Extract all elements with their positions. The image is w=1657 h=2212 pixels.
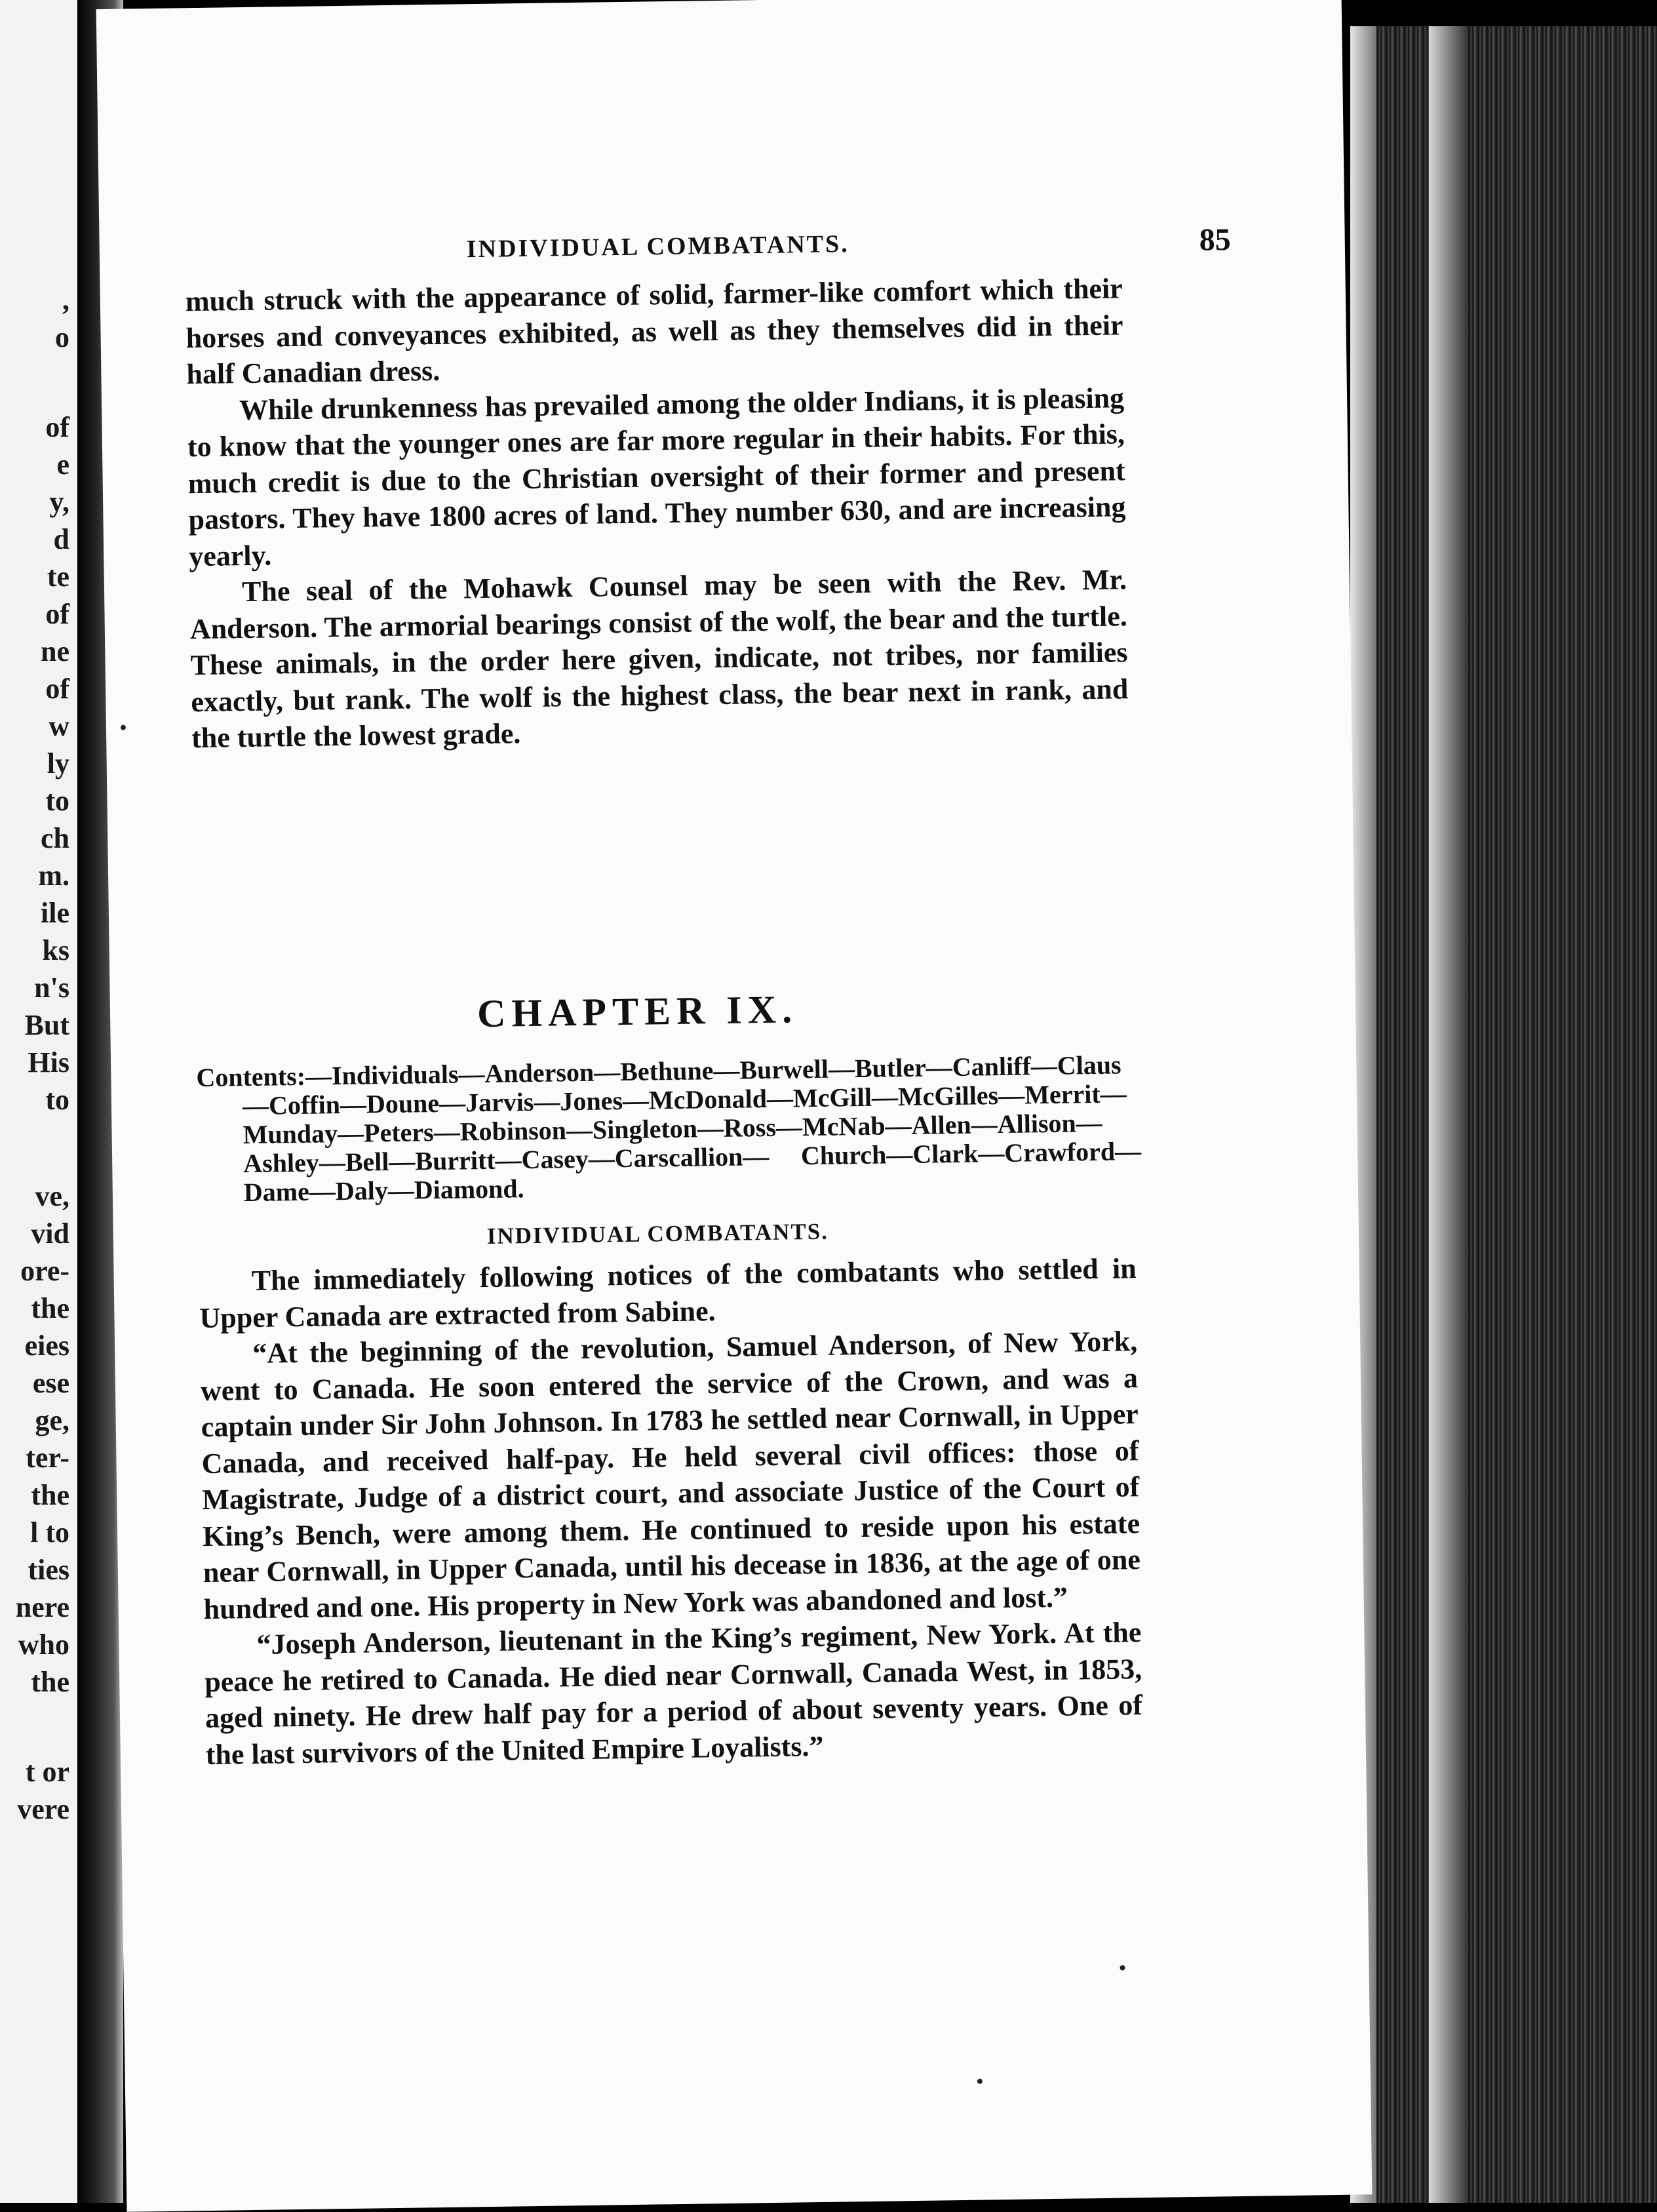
- fragment-line: of: [45, 598, 69, 630]
- fragment-line: ne: [41, 635, 69, 667]
- fragment-line: the: [31, 1479, 69, 1511]
- chapter-heading: CHAPTER IX.: [477, 987, 798, 1036]
- paragraph: While drunkenness has prevailed among the older Indians, it is pleasing to know that the younger ones are far more regular in their habits. For this, much credit is due to the Christian oversight of their former and present pastors. They have 1800 acres of land. They number 630, and are increasing yearly.: [187, 381, 1126, 572]
- fragment-line: ly: [47, 747, 69, 780]
- fragment-line: d: [53, 523, 69, 555]
- fragment-line: ch: [41, 822, 69, 854]
- fragment-line: e: [56, 448, 69, 481]
- fragment-line: nere: [15, 1591, 69, 1623]
- fore-edge-highlight: [1429, 26, 1468, 2203]
- fragment-line: of: [45, 673, 69, 705]
- fragment-line: ge,: [35, 1404, 69, 1436]
- section-subheading: INDIVIDUAL COMBATANTS.: [486, 1218, 829, 1249]
- paragraph: The immediately following notices of the combatants who settled in Upper Canada are extracted from Sabine.: [199, 1252, 1137, 1334]
- paragraph: “Joseph Anderson, lieutenant in the King’s regiment, New York. At the peace he retired to Canada. He died near Cornwall, Canada West, in 1853, aged ninety. He drew half pay for a period of about seventy years. One of the last survivors of the United Empire Loyalists.”: [204, 1616, 1143, 1771]
- fragment-line: t or: [25, 1756, 69, 1788]
- fragment-line: y,: [49, 486, 69, 518]
- fragment-line: [0, 1716, 69, 1754]
- paragraph: “At the beginning of the revolution, Samuel Anderson, of New York, went to Canada. He soon entered the service of the Crown, and was a captain under Sir John Johnson. In 1783 he settled near Cornwall, in Upper Canada, and received half-pay. He held several civil offices: those of Magistrate, Judge of a district court, and associate Justice of the Court of King’s Bench, were among them. He continued to reside upon his estate near Cornwall, in Upper Canada, until his decease in 1836, at the age of one hundred and one. His property in New York was abandoned and lost.”: [200, 1325, 1141, 1625]
- ink-speck: [1120, 1965, 1125, 1970]
- fragment-line: m.: [38, 859, 69, 892]
- page-header: [466, 222, 1306, 264]
- fragment-line: His: [28, 1046, 69, 1078]
- paragraph: The seal of the Mohawk Counsel may be seen with the Rev. Mr. Anderson. The armorial bearings consist of the wolf, the bear and the turtle. These animals, in the order here given, indicate, not tribes, nor families exactly, but rank. The wolf is the highest class, the bear next in rank, and the turtle the lowest grade.: [189, 563, 1129, 755]
- fragment-line: to: [45, 785, 69, 817]
- book-fore-edge: [1350, 26, 1657, 2203]
- fragment-line: te: [47, 561, 69, 593]
- paragraph: much struck with the appearance of solid, farmer-like comfort which their horses and conveyances exhibited, as well as they themselves did in their half Canadian dress.: [185, 272, 1123, 391]
- text-block-top: [185, 270, 1129, 756]
- fragment-line: ks: [42, 934, 69, 966]
- chapter-contents: [196, 1050, 1142, 1208]
- fragment-line: But: [24, 1009, 69, 1041]
- fragment-line: eies: [24, 1330, 69, 1362]
- fragment-line: ter-: [26, 1442, 69, 1474]
- fragment-line: o: [55, 321, 69, 353]
- fragment-line: vid: [31, 1217, 69, 1250]
- facing-page-edge: [0, 0, 77, 2203]
- fragment-line: n's: [34, 972, 69, 1004]
- fragment-line: [0, 1141, 69, 1178]
- ink-speck: [121, 725, 126, 730]
- fragment-line: ve,: [35, 1180, 69, 1212]
- fragment-line: the: [31, 1666, 69, 1698]
- fragment-line: ore-: [20, 1255, 69, 1287]
- fragment-line: ties: [28, 1554, 69, 1586]
- fragment-line: ese: [32, 1367, 69, 1399]
- ink-speck: [977, 2079, 983, 2084]
- fragment-line: ile: [41, 897, 69, 929]
- text-block-bottom: [199, 1250, 1143, 1773]
- book-page: [96, 0, 1373, 2212]
- running-title: INDIVIDUAL COMBATANTS.: [466, 230, 850, 264]
- page-number: 85: [1199, 222, 1232, 258]
- fragment-line: w: [49, 710, 69, 742]
- fragment-line: vere: [17, 1793, 69, 1825]
- fragment-line: [0, 372, 69, 409]
- fragment-line: of: [45, 411, 69, 443]
- fragment-line: ,: [62, 284, 69, 316]
- fragment-line: l to: [30, 1516, 69, 1549]
- fragment-line: to: [45, 1084, 69, 1116]
- facing-page-text-fragments: [0, 282, 69, 1828]
- fragment-line: the: [31, 1292, 69, 1324]
- fragment-line: who: [18, 1629, 69, 1661]
- contents-text: Contents:—Individuals—Anderson—Bethune—Burwell—Butler—Canliff—Claus —Coffin—Doune—Jarvis—Jones—McDonald—McGill—McGilles—Merrit—Munday—Peters—Robinson—Singleton—Ross—McNab—Allen—Allison—Ashley—Bell—Burritt—Casey—Carscallion— Church—Clark—Crawford—Dame—Daly—Diamond.: [196, 1050, 1142, 1208]
